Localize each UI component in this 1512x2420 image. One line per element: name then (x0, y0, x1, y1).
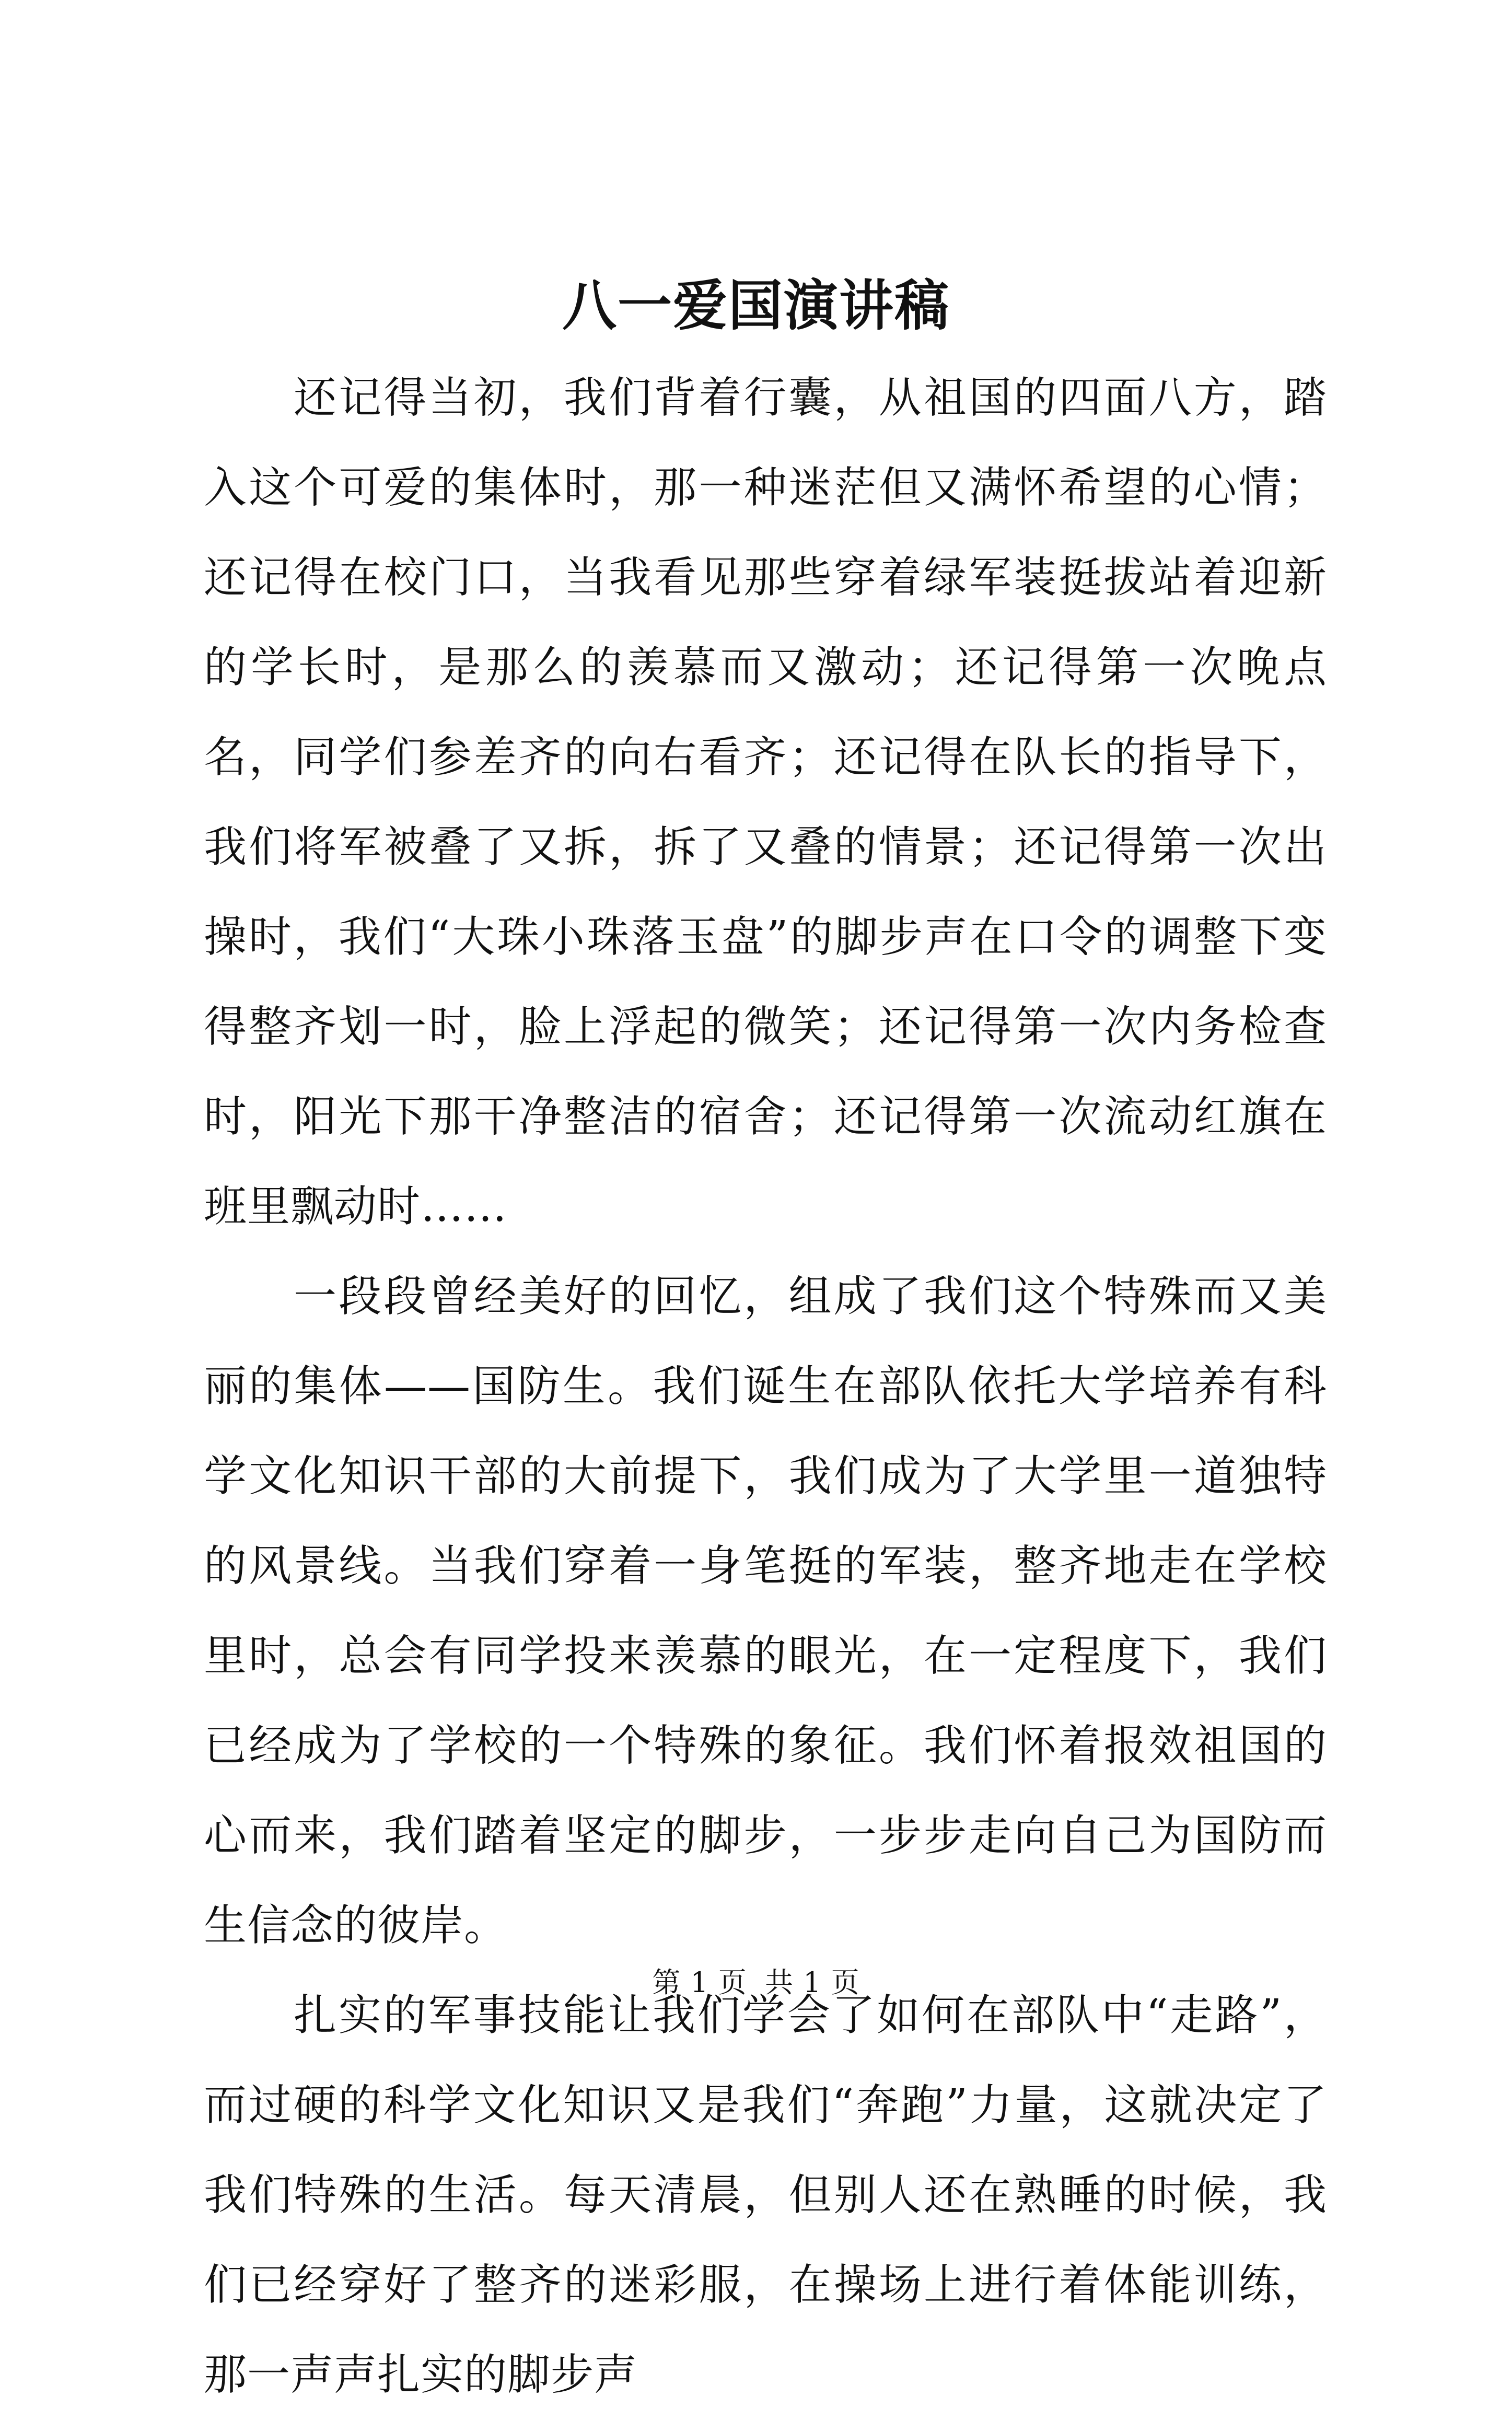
document-title: 八一爱国演讲稿 (562, 273, 950, 338)
page-number: 第 1 页 (652, 1966, 747, 1999)
document-body (204, 353, 1327, 2420)
paragraph-1: 还记得当初，我们背着行囊，从祖国的四面八方，踏入这个可爱的集体时，那一种迷茫但又满怀希望的心情；还记得在校门口，当我看见那些穿着绿军装挺拔站着迎新的学长时，是那么的羡慕而又激动；还记得第一次晚点名，同学们参差齐的向右看齐；还记得在队长的指导下，我们将军被叠了又拆，拆了又叠的情景；还记得第一次出操时，我们“大珠小珠落玉盘”的脚步声在口令的调整下变得整齐划一时，脸上浮起的微笑；还记得第一次内务检查时，阳光下那干净整洁的宿舍；还记得第一次流动红旗在班里飘动时…… (204, 373, 1327, 1231)
paragraph-2: 一段段曾经美好的回忆，组成了我们这个特殊而又美丽的集体——国防生。我们诞生在部队依托大学培养有科学文化知识干部的大前提下，我们成为了大学里一道独特的风景线。当我们穿着一身笔挺的军装，整齐地走在学校里时，总会有同学投来羡慕的眼光，在一定程度下，我们已经成为了学校的一个特殊的象征。我们怀着报效祖国的心而来，我们踏着坚定的脚步，一步步走向自己为国防而生信念的彼岸。 (204, 1272, 1327, 1950)
page-footer (0, 1964, 1512, 2001)
paragraph-3: 扎实的军事技能让我们学会了如何在部队中“走路”，而过硬的科学文化知识又是我们“奔跑”力量，这就决定了我们特殊的生活。每天清晨，但别人还在熟睡的时候，我们已经穿好了整齐的迷彩服，在操场上进行着体能训练，那一声声扎实的脚步声 (204, 1991, 1327, 2400)
page-total: 共 1 页 (765, 1966, 860, 1999)
